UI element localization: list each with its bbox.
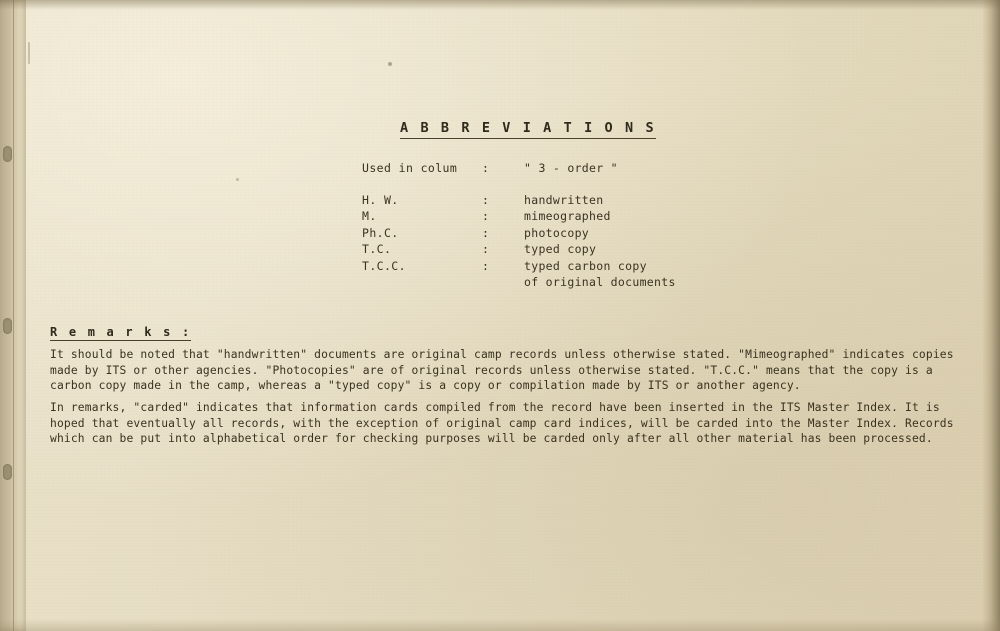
table-row (362, 192, 676, 209)
abbr-term (362, 274, 482, 291)
usage-term: Used in colum (362, 161, 458, 175)
table-spacer-row (362, 177, 676, 192)
abbr-definition: typed copy (524, 242, 597, 256)
abbr-colon (482, 274, 524, 291)
abbr-term: M. (362, 209, 377, 223)
abbr-definition: handwritten (524, 192, 604, 207)
table-row (362, 241, 676, 258)
abbr-term: Ph.C. (362, 225, 399, 240)
abbr-definition: mimeographed (524, 209, 611, 223)
abbr-colon: : (482, 242, 489, 256)
usage-definition: " 3 - order " (524, 161, 618, 175)
usage-colon: : (482, 161, 489, 175)
remarks-paragraph-2: In remarks, "carded" indicates that information cards compiled from the record have been inserted in the ITS Master Index. It is hoped that eventually all records, with the exception of original camp card indices, will be carded into the Master Index. Records which can be put into alphabetical order for checking purposes will be carded only after all other material has been processed. (50, 401, 954, 446)
table-row (362, 208, 676, 225)
abbr-term: T.C.C. (362, 258, 406, 273)
table-row (362, 258, 676, 275)
abbreviations-table (362, 160, 676, 291)
remarks-heading: R e m a r k s : (50, 325, 192, 339)
table-row-usage (362, 160, 676, 177)
table-row (362, 225, 676, 242)
abbr-term: T.C. (362, 242, 392, 256)
abbr-colon: : (482, 192, 489, 207)
abbr-colon: : (482, 209, 489, 223)
table-row (362, 274, 676, 291)
remarks-paragraph-1: It should be noted that "handwritten" documents are original camp records unless otherwise stated. "Mimeographed" indicates copies made by ITS or other agencies. "Photocopies" are of original records unless otherwise stated. "T.C.C." means that the copy is a carbon copy made in the camp, whereas a "typed copy" is a copy or compilation made by ITS or another agency. (50, 348, 954, 393)
abbr-colon: : (482, 225, 489, 240)
abbr-definition: typed carbon copy (524, 258, 647, 273)
abbr-definition: photocopy (524, 225, 590, 240)
abbr-colon: : (482, 258, 489, 273)
abbr-definition: of original documents (524, 275, 676, 289)
page-title: A B B R E V I A T I O N S (400, 120, 656, 139)
abbr-term: H. W. (362, 192, 399, 207)
